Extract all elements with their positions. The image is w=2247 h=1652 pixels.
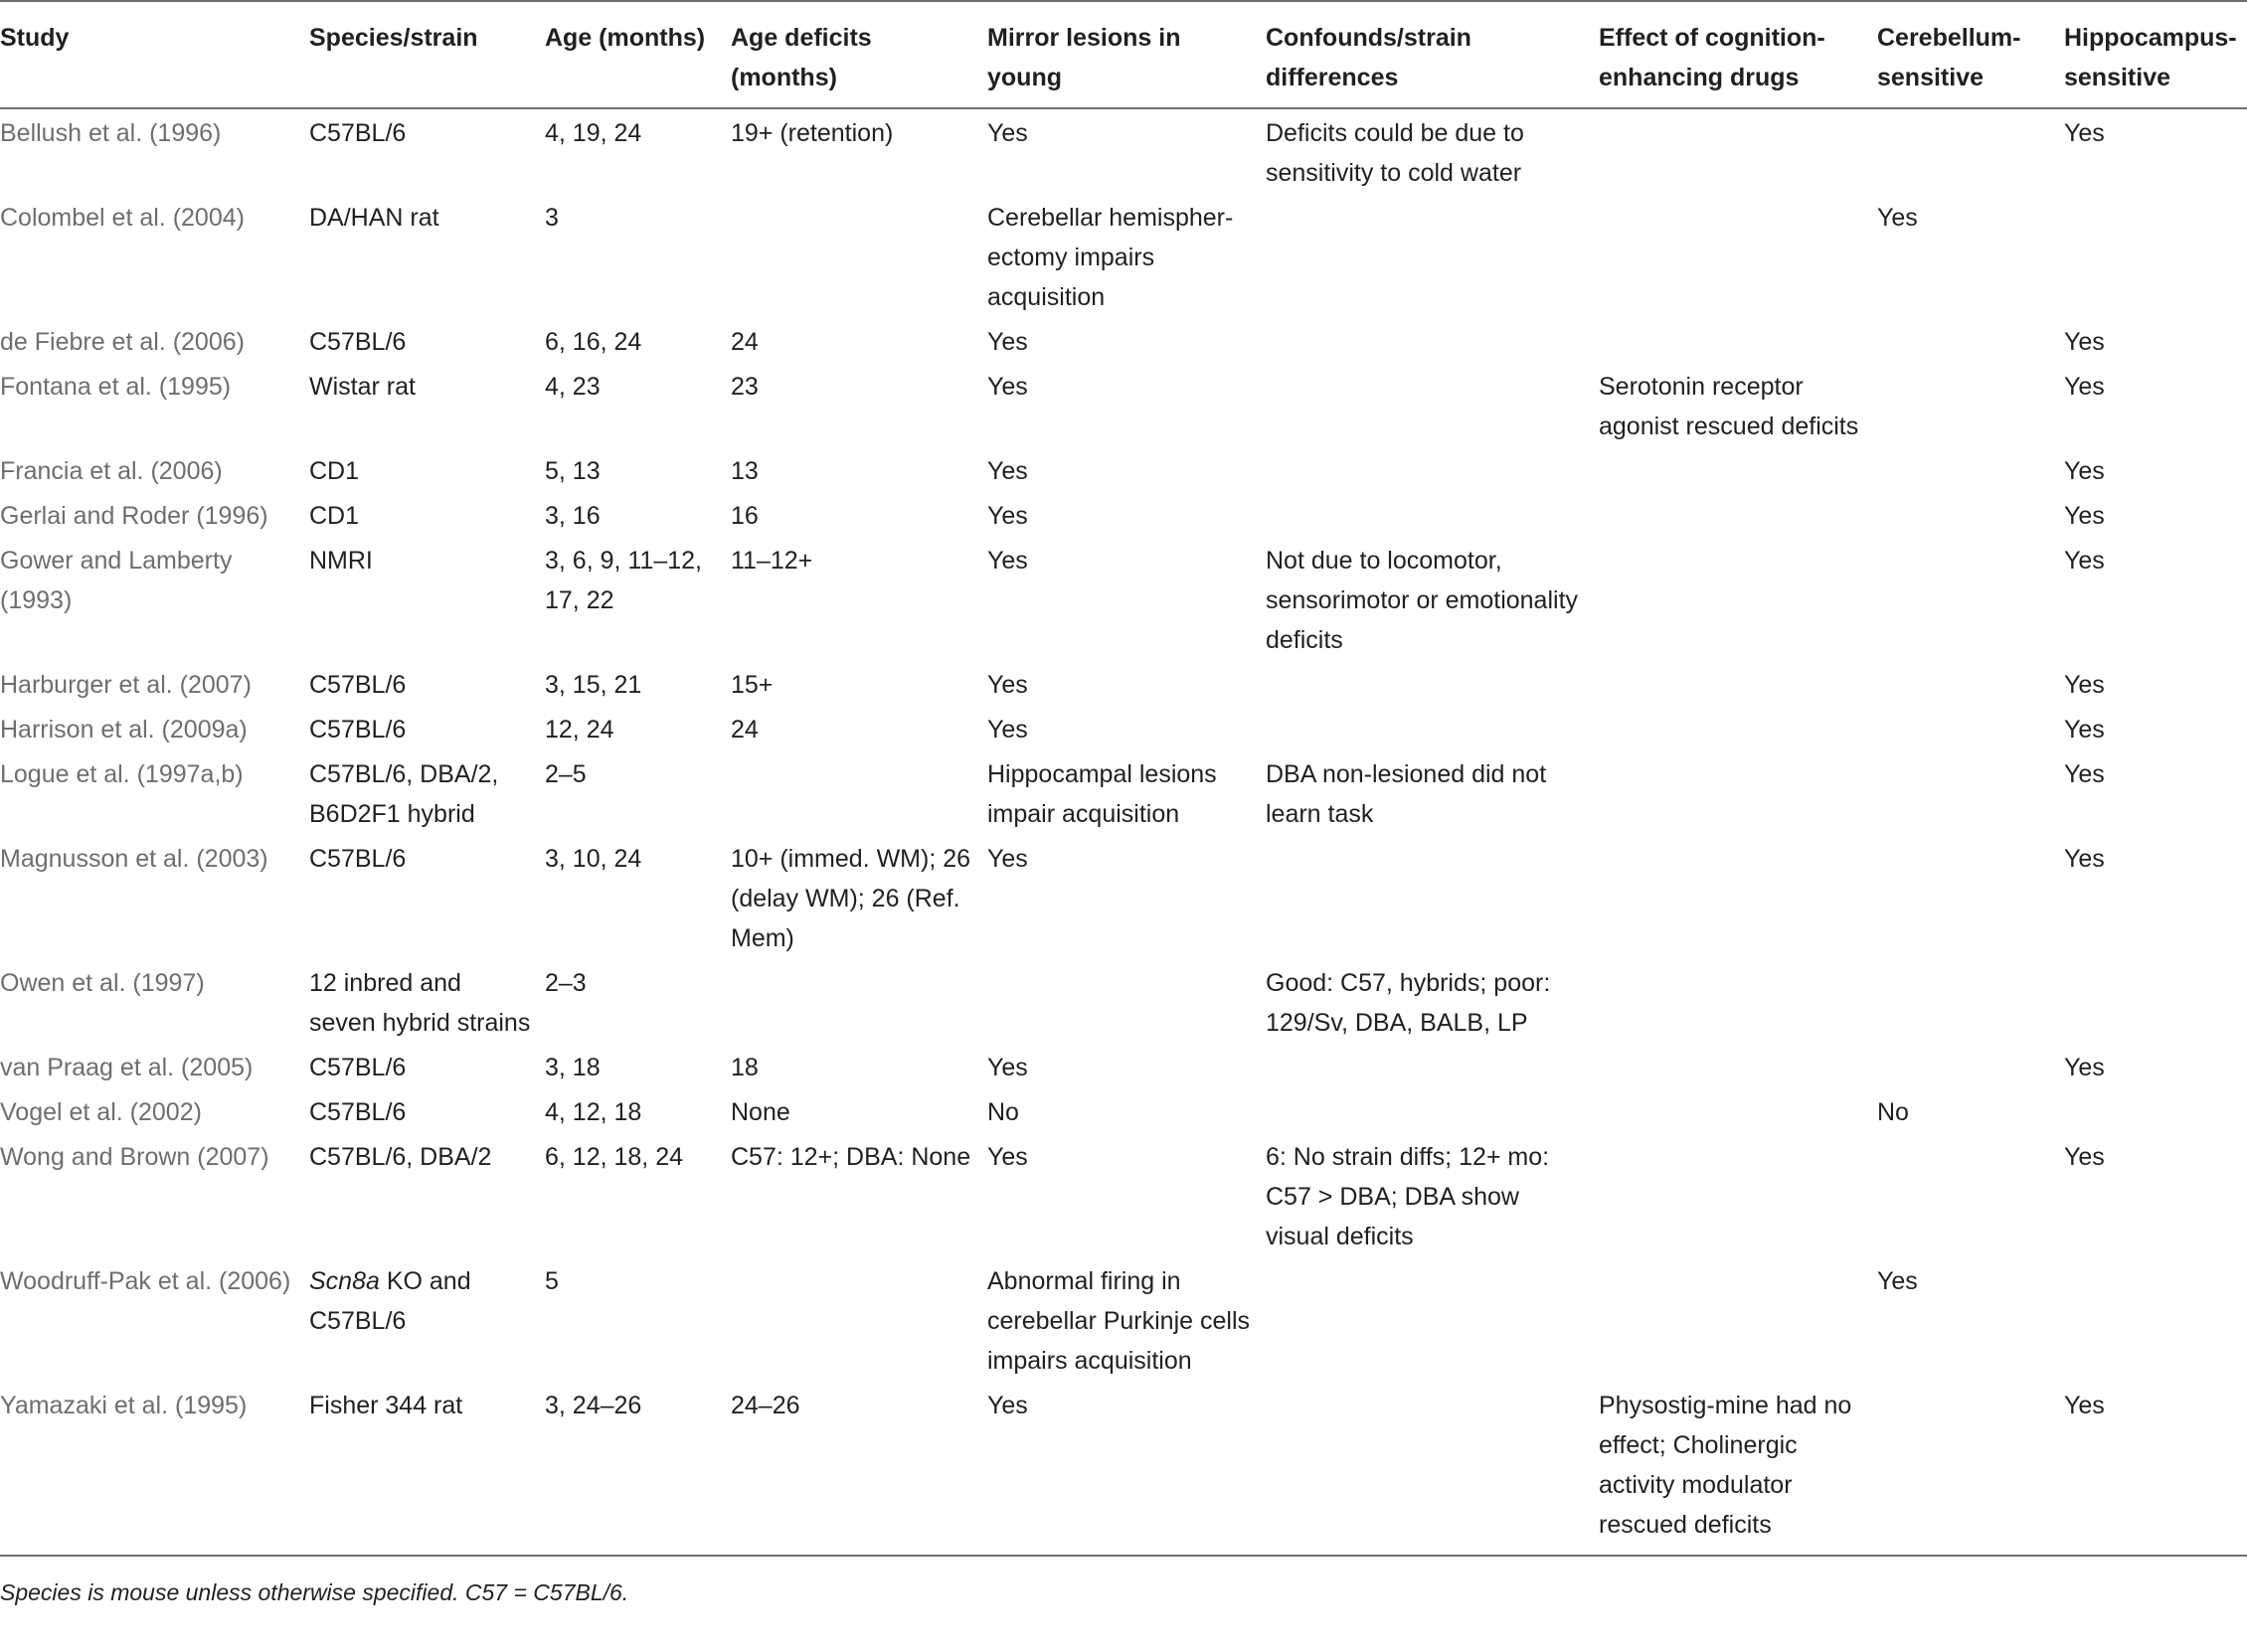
table-cell-deficits: 11–12+ [731, 547, 813, 575]
table-row [0, 451, 2247, 496]
table-cell-mirror: Yes [987, 328, 1028, 356]
table-cell-strain: 12 inbred and seven hybrid strains [309, 969, 531, 1037]
table-cell-confounds [1266, 1261, 1599, 1386]
table-cell-cerebellum: No [1877, 1098, 1909, 1126]
table-cell-cerebellum [1877, 541, 2064, 665]
table-cell-confounds: 6: No strain diffs; 12+ mo: C57 > DBA; DBA show visual deficits [1266, 1143, 1550, 1250]
table-cell-strain: C57BL/6, DBA/2, B6D2F1 hybrid [309, 760, 499, 828]
column-header: Age (months) [545, 24, 706, 52]
table-cell-strain: NMRI [309, 547, 373, 575]
table-cell-drugs [1599, 451, 1877, 496]
table-cell-drugs [1599, 198, 1877, 322]
table-cell-strain: CD1 [309, 457, 360, 485]
table-cell-strain: Fisher 344 rat [309, 1392, 463, 1419]
table-cell-strain: C57BL/6 [309, 716, 407, 743]
table-cell-hippocampus: Yes [2064, 457, 2105, 485]
table-cell-drugs [1599, 710, 1877, 754]
table-cell-drugs [1599, 1092, 1877, 1137]
table-row [0, 367, 2247, 451]
table-cell-hippocampus: Yes [2064, 119, 2105, 147]
table-cell-strain: C57BL/6 [309, 1054, 407, 1081]
table-cell-age: 3, 10, 24 [545, 845, 642, 873]
table-cell-hippocampus [2064, 1261, 2247, 1386]
table-cell-hippocampus: Yes [2064, 1054, 2105, 1081]
table-cell-study: Gerlai and Roder (1996) [0, 502, 268, 530]
table-cell-study: Harrison et al. (2009a) [0, 716, 248, 743]
table-row [0, 108, 2247, 198]
table-cell-drugs [1599, 754, 1877, 839]
table-cell-study: Magnusson et al. (2003) [0, 845, 268, 873]
table-cell-age: 3, 15, 21 [545, 671, 642, 699]
table-row [0, 1092, 2247, 1137]
table-cell-cerebellum [1877, 108, 2064, 198]
table-cell-confounds [1266, 322, 1599, 367]
table-cell-confounds: Good: C57, hybrids; poor: 129/Sv, DBA, BALB, LP [1266, 969, 1551, 1037]
table-cell-study: Wong and Brown (2007) [0, 1143, 269, 1171]
table-cell-mirror: No [987, 1098, 1019, 1126]
table-cell-age: 3, 18 [545, 1054, 601, 1081]
table-cell-cerebellum [1877, 496, 2064, 541]
table-cell-confounds [1266, 710, 1599, 754]
table-cell-mirror: Yes [987, 119, 1028, 147]
table-cell-drugs [1599, 496, 1877, 541]
table-cell-cerebellum [1877, 754, 2064, 839]
table-cell-cerebellum [1877, 451, 2064, 496]
column-header: Species/strain [309, 24, 478, 52]
table-row [0, 496, 2247, 541]
table-cell-cerebellum [1877, 1137, 2064, 1261]
table-cell-confounds [1266, 1386, 1599, 1556]
table-cell-cerebellum [1877, 322, 2064, 367]
table-cell-study: Bellush et al. (1996) [0, 119, 222, 147]
column-header: Cerebellum-sensitive [1877, 24, 2021, 91]
table-cell-deficits: 15+ [731, 671, 774, 699]
table-cell-mirror: Yes [987, 716, 1028, 743]
table-cell-study: Vogel et al. (2002) [0, 1098, 202, 1126]
table-cell-cerebellum [1877, 963, 2064, 1048]
table-cell-deficits: 24 [731, 716, 759, 743]
table-cell-strain: DA/HAN rat [309, 204, 439, 232]
table-cell-study: Yamazaki et al. (1995) [0, 1392, 248, 1419]
table-cell-deficits: 18 [731, 1054, 759, 1081]
table-cell-mirror: Yes [987, 1392, 1028, 1419]
table-cell-cerebellum [1877, 367, 2064, 451]
column-header: Effect of cognition-enhancing drugs [1599, 24, 1825, 91]
table-cell-deficits: None [731, 1098, 790, 1126]
table-cell-deficits: 24 [731, 328, 759, 356]
table-cell-confounds [1266, 1048, 1599, 1092]
table-cell-deficits: 19+ (retention) [731, 119, 894, 147]
table-cell-mirror: Yes [987, 671, 1028, 699]
table-cell-confounds [1266, 451, 1599, 496]
table-cell-hippocampus: Yes [2064, 547, 2105, 575]
table-cell-confounds [1266, 1092, 1599, 1137]
table-cell-age: 3, 6, 9, 11–12, 17, 22 [545, 547, 702, 614]
table-cell-hippocampus: Yes [2064, 502, 2105, 530]
table-cell-study: Gower and Lamberty (1993) [0, 547, 233, 614]
table-cell-age: 2–5 [545, 760, 587, 788]
table-cell-confounds: Not due to locomotor, sensorimotor or emotionality deficits [1266, 547, 1579, 654]
table-cell-deficits: 10+ (immed. WM); 26 (delay WM); 26 (Ref. Mem) [731, 845, 971, 952]
table-cell-drugs [1599, 839, 1877, 963]
table-cell-age: 4, 19, 24 [545, 119, 642, 147]
table-row [0, 1261, 2247, 1386]
table-cell-cerebellum [1877, 710, 2064, 754]
table-cell-strain: C57BL/6 [309, 1098, 407, 1126]
table-cell-confounds [1266, 665, 1599, 710]
table-cell-drugs [1599, 963, 1877, 1048]
table-cell-strain: C57BL/6 [309, 671, 407, 699]
table-row [0, 1137, 2247, 1261]
table-cell-mirror: Yes [987, 373, 1028, 401]
table-cell-mirror: Yes [987, 1054, 1028, 1081]
column-header: Age deficits (months) [731, 24, 872, 91]
table-cell-study: Logue et al. (1997a,b) [0, 760, 244, 788]
table-row [0, 963, 2247, 1048]
table-row [0, 198, 2247, 322]
table-cell-drugs [1599, 108, 1877, 198]
table-cell-hippocampus: Yes [2064, 1143, 2105, 1171]
table-cell-age: 5, 13 [545, 457, 601, 485]
table-cell-age: 5 [545, 1267, 559, 1295]
table-cell-mirror: Abnormal firing in cerebellar Purkinje cells impairs acquisition [987, 1267, 1251, 1375]
column-header: Confounds/strain differences [1266, 24, 1471, 91]
table-cell-hippocampus: Yes [2064, 760, 2105, 788]
table-cell-confounds [1266, 839, 1599, 963]
table-cell-mirror [987, 963, 1266, 1048]
table-row [0, 541, 2247, 665]
table-cell-drugs: Physostig-mine had no effect; Cholinergic activity modulator rescued deficits [1599, 1392, 1852, 1539]
table-cell-mirror: Yes [987, 845, 1028, 873]
column-header: Hippocampus-sensitive [2064, 24, 2237, 91]
table-cell-age: 3, 16 [545, 502, 601, 530]
table-cell-confounds [1266, 198, 1599, 322]
table-cell-age: 4, 23 [545, 373, 601, 401]
table-cell-study: Fontana et al. (1995) [0, 373, 232, 401]
table-cell-study: Colombel et al. (2004) [0, 204, 245, 232]
table-cell-strain: C57BL/6, DBA/2 [309, 1143, 492, 1171]
table-cell-study: Owen et al. (1997) [0, 969, 205, 997]
table-cell-drugs [1599, 1137, 1877, 1261]
table-cell-cerebellum [1877, 1048, 2064, 1092]
table-cell-hippocampus: Yes [2064, 373, 2105, 401]
table-cell-strain: C57BL/6 [309, 328, 407, 356]
table-row [0, 754, 2247, 839]
table-cell-drugs [1599, 541, 1877, 665]
strain-gene-name: Scn8a [309, 1267, 380, 1295]
table-cell-deficits: 16 [731, 502, 759, 530]
header-row [0, 1, 2247, 108]
table-cell-strain: Wistar rat [309, 373, 416, 401]
table-cell-age: 6, 16, 24 [545, 328, 642, 356]
table-cell-deficits [731, 198, 987, 322]
table-cell-drugs [1599, 665, 1877, 710]
table-footnote: Species is mouse unless otherwise specified. C57 = C57BL/6. [0, 1579, 629, 1605]
table-row [0, 1386, 2247, 1556]
table-cell-strain: C57BL/6 [309, 119, 407, 147]
table-cell-deficits: 13 [731, 457, 759, 485]
table-cell-study: Francia et al. (2006) [0, 457, 223, 485]
table-cell-strain: CD1 [309, 502, 360, 530]
table-cell-confounds [1266, 367, 1599, 451]
table-cell-cerebellum [1877, 665, 2064, 710]
table-row [0, 322, 2247, 367]
table-cell-age: 12, 24 [545, 716, 614, 743]
table-cell-cerebellum: Yes [1877, 204, 1918, 232]
column-header: Study [0, 24, 70, 52]
table-cell-strain: C57BL/6 [309, 845, 407, 873]
table-cell-hippocampus [2064, 963, 2247, 1048]
table-cell-confounds [1266, 496, 1599, 541]
table-cell-deficits: 24–26 [731, 1392, 800, 1419]
table-row [0, 839, 2247, 963]
table-cell-mirror: Yes [987, 1143, 1028, 1171]
table-cell-mirror: Cerebellar hemispher-ectomy impairs acquisition [987, 204, 1234, 311]
table-cell-mirror: Hippocampal lesions impair acquisition [987, 760, 1217, 828]
table-cell-mirror: Yes [987, 457, 1028, 485]
table-cell-hippocampus: Yes [2064, 328, 2105, 356]
table-cell-age: 2–3 [545, 969, 587, 997]
table-cell-drugs [1599, 1261, 1877, 1386]
table-cell-deficits [731, 963, 987, 1048]
table-cell-study: van Praag et al. (2005) [0, 1054, 254, 1081]
table-cell-deficits [731, 1261, 987, 1386]
table-cell-drugs [1599, 322, 1877, 367]
table-cell-study: Harburger et al. (2007) [0, 671, 252, 699]
table-cell-drugs: Serotonin receptor agonist rescued deficits [1599, 373, 1859, 440]
table-cell-cerebellum: Yes [1877, 1267, 1918, 1295]
table-cell-mirror: Yes [987, 547, 1028, 575]
table-cell-hippocampus [2064, 1092, 2247, 1137]
table-cell-strain [309, 1261, 545, 1386]
table-row [0, 710, 2247, 754]
table-cell-hippocampus: Yes [2064, 671, 2105, 699]
column-header: Mirror lesions in young [987, 24, 1181, 91]
table-cell-mirror: Yes [987, 502, 1028, 530]
table-cell-confounds: DBA non-lesioned did not learn task [1266, 760, 1547, 828]
table-row [0, 665, 2247, 710]
table-body [0, 108, 2247, 1556]
table-cell-cerebellum [1877, 1386, 2064, 1556]
table-cell-study: de Fiebre et al. (2006) [0, 328, 245, 356]
table-cell-hippocampus [2064, 198, 2247, 322]
table-cell-hippocampus: Yes [2064, 845, 2105, 873]
table-cell-age: 4, 12, 18 [545, 1098, 642, 1126]
table-cell-age: 6, 12, 18, 24 [545, 1143, 684, 1171]
table-cell-age: 3 [545, 204, 559, 232]
table-cell-deficits: 23 [731, 373, 759, 401]
strain-text: KO and C57BL/6 [309, 1267, 471, 1335]
table-cell-study: Woodruff-Pak et al. (2006) [0, 1267, 291, 1295]
table-cell-confounds: Deficits could be due to sensitivity to cold water [1266, 119, 1524, 187]
table-row [0, 1048, 2247, 1092]
table-cell-hippocampus: Yes [2064, 1392, 2105, 1419]
table-cell-deficits [731, 754, 987, 839]
table-cell-age: 3, 24–26 [545, 1392, 642, 1419]
table-cell-drugs [1599, 1048, 1877, 1092]
table-cell-deficits: C57: 12+; DBA: None [731, 1143, 971, 1171]
table-cell-hippocampus: Yes [2064, 716, 2105, 743]
table-cell-cerebellum [1877, 839, 2064, 963]
